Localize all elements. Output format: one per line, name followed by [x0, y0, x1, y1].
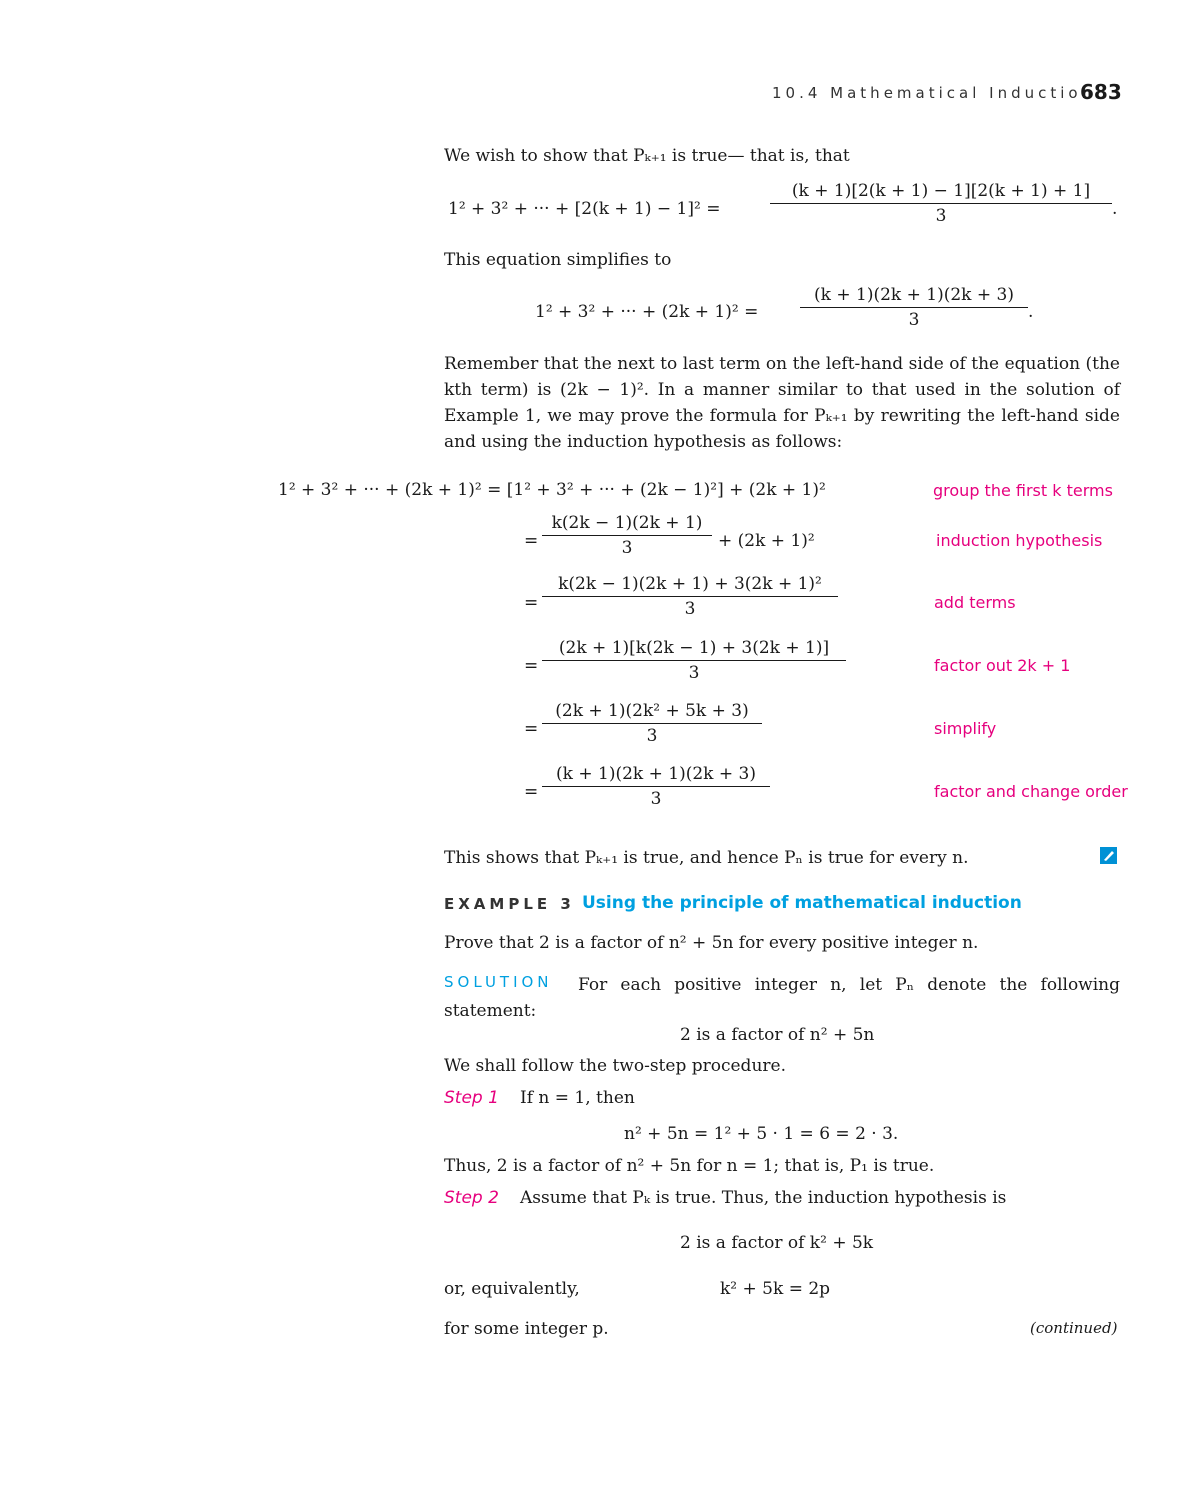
eq2-period: .: [1028, 302, 1034, 322]
example-label: EXAMPLE 3: [444, 895, 575, 913]
eq1-fraction: [770, 181, 1112, 226]
step5-numerator: (k + 1)(2k + 1)(2k + 3): [542, 764, 770, 787]
step5-denominator: 3: [650, 789, 662, 809]
statement-pn: 2 is a factor of n² + 5n: [680, 1025, 875, 1045]
continued-note: (continued): [1030, 1319, 1118, 1337]
step1-fraction: [542, 513, 712, 558]
eq1-lhs: 1² + 3² + ··· + [2(k + 1) − 1]² =: [448, 199, 721, 219]
running-head: 10.4 Mathematical Induction: [772, 84, 1096, 102]
eq2-numerator: (k + 1)(2k + 1)(2k + 3): [800, 285, 1028, 308]
equivalent-equation: k² + 5k = 2p: [720, 1279, 831, 1299]
step1-conclusion: Thus, 2 is a factor of n² + 5n for n = 1; that is, P₁ is true.: [444, 1156, 935, 1176]
solution-text: For each positive integer n, let Pₙ denote the following statement:: [444, 975, 1120, 1021]
step3-fraction: [542, 638, 846, 683]
step4-denominator: 3: [646, 726, 658, 746]
annotation-1: group the first k terms: [933, 481, 1113, 500]
hypothesis-statement: 2 is a factor of k² + 5k: [680, 1233, 874, 1253]
eq1-period: .: [1112, 199, 1118, 219]
eq-sign-3: =: [524, 656, 539, 676]
step1-label: Step 1: [444, 1088, 499, 1108]
step1-numerator: k(2k − 1)(2k + 1): [542, 513, 712, 536]
derivation-line-1: 1² + 3² + ··· + (2k + 1)² = [1² + 3² + ··· + (2k − 1)²] + (2k + 1)²: [278, 480, 826, 500]
step1-denominator: 3: [621, 538, 633, 558]
conclusion-line: This shows that Pₖ₊₁ is true, and hence Pₙ is true for every n.: [444, 848, 969, 868]
eq-sign-2: =: [524, 593, 539, 613]
annotation-6: factor and change order: [934, 782, 1128, 801]
annotation-3: add terms: [934, 593, 1016, 612]
example-prompt: Prove that 2 is a factor of n² + 5n for every positive integer n.: [444, 933, 979, 953]
step3-denominator: 3: [688, 663, 700, 683]
equivalently-label: or, equivalently,: [444, 1279, 580, 1299]
eq2-denominator: 3: [908, 310, 920, 330]
page-number: 683: [1080, 80, 1122, 104]
step1-tail: + (2k + 1)²: [718, 531, 815, 551]
eq-sign-4: =: [524, 719, 539, 739]
explanation-paragraph: Remember that the next to last term on the left-hand side of the equation (the kth term) is (2k − 1)². In a manner similar to that used in the solution of Example 1, we may prove the formula for Pₖ₊₁ by rewriting the left-hand side and using the induction hypothesis as follows:: [444, 354, 1120, 452]
step4-numerator: (2k + 1)(2k² + 5k + 3): [542, 701, 762, 724]
for-some-integer: for some integer p.: [444, 1319, 609, 1339]
step1-text: If n = 1, then: [520, 1088, 635, 1108]
step2-fraction: [542, 574, 838, 619]
step4-fraction: [542, 701, 762, 746]
step2-denominator: 3: [684, 599, 696, 619]
simplifies-line: This equation simplifies to: [444, 250, 672, 270]
eq1-denominator: 3: [935, 206, 947, 226]
eq2-fraction: [800, 285, 1028, 330]
eq-sign-1: =: [524, 531, 539, 551]
step2-text: Assume that Pₖ is true. Thus, the induction hypothesis is: [520, 1188, 1007, 1208]
step2-label: Step 2: [444, 1188, 499, 1208]
example-title: Using the principle of mathematical induction: [582, 893, 1022, 913]
step3-numerator: (2k + 1)[k(2k − 1) + 3(2k + 1)]: [542, 638, 846, 661]
annotation-4: factor out 2k + 1: [934, 656, 1071, 675]
solution-label: SOLUTION: [444, 973, 553, 991]
step2-numerator: k(2k − 1)(2k + 1) + 3(2k + 1)²: [542, 574, 838, 597]
procedure-line: We shall follow the two-step procedure.: [444, 1056, 786, 1076]
eq2-lhs: 1² + 3² + ··· + (2k + 1)² =: [535, 302, 759, 322]
step1-equation: n² + 5n = 1² + 5 · 1 = 6 = 2 · 3.: [624, 1124, 899, 1144]
annotation-5: simplify: [934, 719, 997, 738]
intro-line: We wish to show that Pₖ₊₁ is true— that is, that: [444, 146, 850, 166]
annotation-2: induction hypothesis: [936, 531, 1103, 550]
step5-fraction: [542, 764, 770, 809]
eq1-numerator: (k + 1)[2(k + 1) − 1][2(k + 1) + 1]: [770, 181, 1112, 204]
eq-sign-5: =: [524, 782, 539, 802]
end-of-proof-icon: [1100, 847, 1117, 864]
